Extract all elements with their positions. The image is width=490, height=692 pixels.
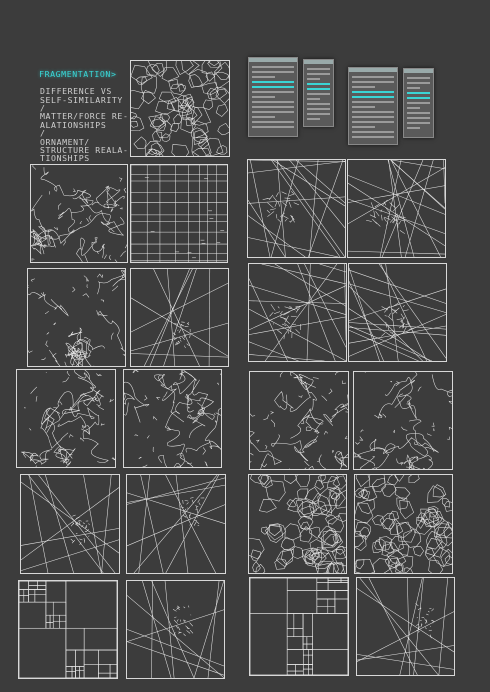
panel-row — [307, 88, 330, 90]
panel-row — [352, 96, 394, 98]
panel-row — [352, 76, 394, 78]
pattern-tile — [348, 263, 447, 362]
panel-row — [252, 101, 294, 103]
pattern-tile — [356, 577, 455, 676]
pattern-drawing — [17, 370, 115, 467]
panel-row — [352, 81, 394, 83]
pattern-tile — [20, 474, 120, 574]
panel-row — [407, 127, 420, 129]
parameter-panel — [303, 59, 334, 127]
pattern-drawing — [349, 264, 446, 361]
pattern-drawing — [249, 475, 346, 573]
panel-row — [307, 78, 320, 80]
pattern-drawing — [19, 581, 117, 678]
panel-titlebar — [404, 69, 433, 73]
pattern-tile — [248, 474, 347, 574]
pattern-drawing — [31, 165, 127, 262]
pattern-drawing — [127, 475, 225, 573]
pattern-drawing — [124, 370, 221, 467]
panel-row — [252, 111, 294, 113]
panel-row — [252, 86, 294, 88]
pattern-tile — [126, 580, 225, 679]
panel-row — [407, 122, 430, 124]
panel-row — [307, 113, 330, 115]
panel-row — [407, 87, 420, 89]
panel-row — [352, 136, 394, 138]
pattern-tile — [347, 159, 446, 258]
panel-row — [407, 117, 430, 119]
pattern-drawing — [131, 269, 228, 366]
panel-row — [307, 98, 320, 100]
title-line: MATTER/FORCE RE- — [40, 111, 129, 122]
panel-row — [407, 107, 420, 109]
panel-row — [307, 118, 320, 120]
panel-row — [407, 77, 430, 79]
pattern-tile — [354, 474, 453, 574]
pattern-tile — [27, 268, 126, 367]
pattern-drawing — [348, 160, 445, 257]
pattern-tile — [248, 263, 347, 362]
panel-row — [252, 96, 275, 98]
pattern-drawing — [355, 475, 452, 573]
panel-row — [252, 126, 294, 128]
pattern-tile — [30, 164, 128, 263]
panel-row — [352, 101, 394, 103]
panel-row — [407, 97, 430, 99]
pattern-tile — [130, 164, 228, 263]
panel-row — [252, 106, 294, 108]
pattern-drawing — [357, 578, 454, 675]
title-line: SELF-SIMILARITY — [40, 94, 123, 105]
pattern-drawing — [250, 578, 348, 675]
title-line: ORNAMENT/ — [40, 136, 90, 147]
panel-row — [407, 112, 430, 114]
panel-row — [252, 71, 294, 73]
title-line: ALATIONSHIPS — [40, 119, 107, 130]
panel-row — [352, 131, 394, 133]
panel-row — [252, 91, 294, 93]
pattern-tile — [247, 159, 346, 258]
title-body — [28, 87, 128, 163]
panel-row — [252, 76, 275, 78]
panel-row — [407, 102, 430, 104]
title-line: STRUCTURE REALA- — [40, 145, 129, 156]
panel-row — [307, 68, 330, 70]
pattern-tile — [126, 474, 226, 574]
pattern-drawing — [131, 61, 229, 156]
pattern-drawing — [250, 372, 348, 469]
panel-row — [252, 81, 294, 83]
panel-row — [352, 116, 394, 118]
pattern-tile — [18, 580, 118, 679]
panel-row — [307, 73, 330, 75]
panel-titlebar — [304, 60, 333, 64]
panel-row — [407, 92, 430, 94]
parameter-panel — [248, 57, 298, 137]
title-highlight: FRAGMENTATION> — [39, 69, 117, 80]
pattern-tile — [130, 268, 229, 367]
panel-row — [252, 66, 294, 68]
panel-row — [352, 106, 375, 108]
title-line: TIONSHIPS — [40, 153, 90, 164]
panel-row — [352, 126, 375, 128]
panel-row — [352, 91, 394, 93]
panel-row — [352, 86, 375, 88]
parameter-panel — [403, 68, 434, 138]
pattern-tile — [130, 60, 230, 157]
pattern-drawing — [127, 581, 224, 678]
pattern-drawing — [249, 264, 346, 361]
pattern-drawing — [21, 475, 119, 573]
pattern-tile — [249, 371, 349, 470]
pattern-drawing — [248, 160, 345, 257]
panel-row — [307, 83, 330, 85]
pattern-drawing — [354, 372, 452, 469]
panel-row — [252, 116, 275, 118]
poster-title — [28, 62, 128, 171]
panel-row — [307, 93, 330, 95]
pattern-tile — [16, 369, 116, 468]
title-line: / — [40, 128, 46, 139]
pattern-tile — [353, 371, 453, 470]
panel-row — [307, 103, 330, 105]
panel-titlebar — [249, 58, 297, 62]
pattern-drawing — [131, 165, 227, 262]
panel-row — [407, 82, 430, 84]
pattern-tile — [123, 369, 222, 468]
panel-row — [352, 111, 394, 113]
pattern-tile — [249, 577, 349, 676]
title-line: / — [40, 103, 46, 114]
panel-row — [352, 121, 394, 123]
panel-row — [307, 108, 330, 110]
panel-titlebar — [349, 68, 397, 72]
panel-row — [252, 121, 294, 123]
parameter-panel — [348, 67, 398, 145]
pattern-drawing — [28, 269, 125, 366]
title-line: DIFFERENCE VS — [40, 86, 112, 97]
